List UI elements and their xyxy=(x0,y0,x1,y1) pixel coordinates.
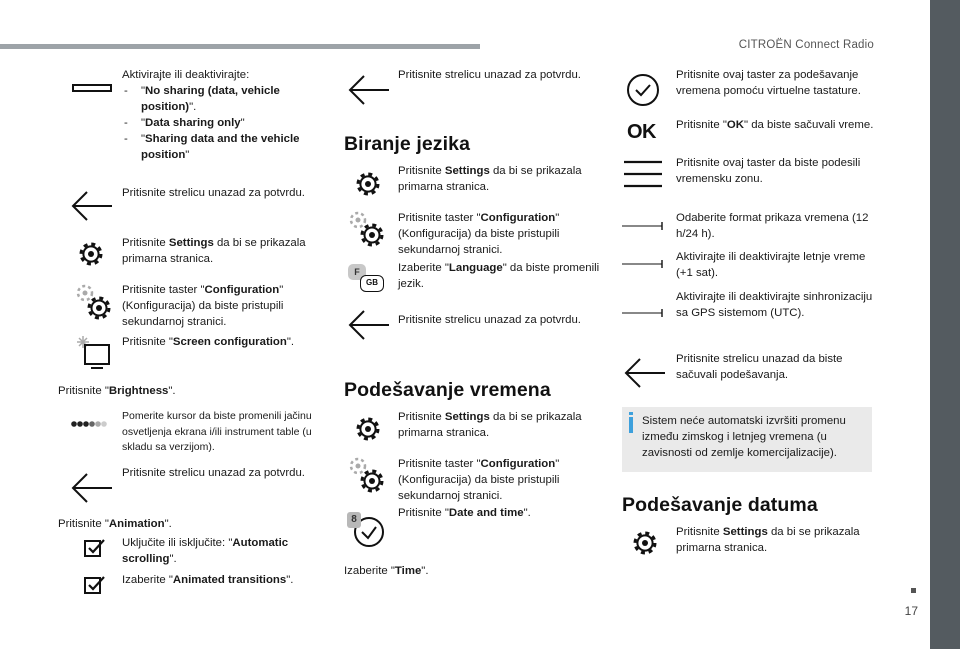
header-rule xyxy=(0,44,480,49)
animation-instruction: Pritisnite "Animation". xyxy=(58,518,172,530)
back-arrow-icon xyxy=(347,310,391,340)
sharing-options xyxy=(122,83,322,163)
slider-instruction: Pomerite kursor da biste promenili jačinu osvetljenja ekrana i/ili instrument table (u skladu sa verzijom). xyxy=(122,410,312,453)
time-format-instruction: Odaberite format prikaza vremena (12 h/24 h). xyxy=(676,212,869,240)
date-time-instruction: Pritisnite "Date and time". xyxy=(398,507,531,519)
settings-instruction: Pritisnite Settings da bi se prikazala primarna stranica. xyxy=(398,165,582,193)
back-arrow-icon xyxy=(623,358,667,388)
ok-icon: OK xyxy=(627,121,656,143)
configuration-gears-icon xyxy=(347,210,387,250)
configuration-gears-icon xyxy=(74,283,114,323)
language-icon xyxy=(348,264,388,296)
automatic-scrolling-instruction: Uključite ili isključite: "Automatic scrolling". xyxy=(122,537,289,565)
toggle-switch-icon xyxy=(622,221,664,231)
sharing-option: - "No sharing (data, vehicle position)". xyxy=(122,83,322,115)
language-tag-gb: GB xyxy=(360,275,384,292)
info-note-text: Sistem neće automatski izvršiti promenu između zimskog i letnjeg vremena (u zavisnosti od zemlje komercijalizacije). xyxy=(642,415,846,459)
sharing-block xyxy=(122,67,322,163)
back-arrow-icon xyxy=(70,191,114,221)
configuration-instruction: Pritisnite taster "Configuration" (Konfiguracija) da biste pristupili sekundarnoj stranici. xyxy=(122,284,284,328)
checkbox-checked-icon xyxy=(84,538,106,558)
menu-list-icon xyxy=(623,159,663,189)
toggle-switch-icon xyxy=(622,308,664,318)
language-heading: Biranje jezika xyxy=(344,133,471,155)
toggle-switch-icon xyxy=(622,259,664,269)
running-header: CITROËN Connect Radio xyxy=(738,39,874,51)
settings-instruction: Pritisnite Settings da bi se prikazala primarna stranica. xyxy=(122,237,306,265)
sharing-intro: Aktivirajte ili deaktivirajte: xyxy=(122,69,250,81)
language-instruction: Izaberite "Language" da biste promenili jezik. xyxy=(398,262,600,290)
save-back-instruction: Pritisnite strelicu unazad da biste sačuvali podešavanja. xyxy=(676,353,843,381)
gear-icon xyxy=(631,529,659,557)
configuration-instruction: Pritisnite taster "Configuration" (Konfiguracija) da biste pristupili sekundarnoj stranici. xyxy=(398,458,560,502)
brightness-slider-icon xyxy=(70,419,110,429)
back-instruction: Pritisnite strelicu unazad za potvrdu. xyxy=(122,187,305,199)
back-instruction: Pritisnite strelicu unazad za potvrdu. xyxy=(122,467,305,479)
time-select-instruction: Izaberite "Time". xyxy=(344,565,429,577)
page-end-marker xyxy=(911,588,916,593)
date-time-icon xyxy=(347,510,387,550)
gps-sync-instruction: Aktivirajte ili deaktivirajte sinhronizaciju sa GPS sistemom (UTC). xyxy=(676,291,873,319)
screen-configuration-instruction: Pritisnite "Screen configuration". xyxy=(122,336,295,348)
check-circle-icon xyxy=(626,73,660,107)
toggle-bar-icon xyxy=(72,84,112,94)
checkbox-checked-icon xyxy=(84,575,106,595)
date-time-badge: 8 xyxy=(347,512,361,528)
info-icon-dot xyxy=(629,412,633,415)
configuration-instruction: Pritisnite taster "Configuration" (Konfiguracija) da biste pristupili sekundarnoj stranici. xyxy=(398,212,560,256)
back-instruction: Pritisnite strelicu unazad za potvrdu. xyxy=(398,69,581,81)
language-tag-f: F xyxy=(348,264,366,280)
gear-icon xyxy=(77,240,105,268)
back-arrow-icon xyxy=(347,75,391,105)
configuration-gears-icon xyxy=(347,456,387,496)
sharing-option: - "Sharing data and the vehicle position" xyxy=(122,131,322,163)
animated-transitions-instruction: Izaberite "Animated transitions". xyxy=(122,574,294,586)
screen-brightness-icon xyxy=(74,335,112,371)
time-zone-instruction: Pritisnite ovaj taster da biste podesili vremensku zonu. xyxy=(676,157,861,185)
settings-instruction: Pritisnite Settings da bi se prikazala primarna stranica. xyxy=(398,411,582,439)
time-heading: Podešavanje vremena xyxy=(344,379,551,401)
settings-instruction: Pritisnite Settings da bi se prikazala primarna stranica. xyxy=(676,526,860,554)
virtual-keyboard-instruction: Pritisnite ovaj taster za podešavanje vremena pomoću virtuelne tastature. xyxy=(676,69,861,97)
info-icon xyxy=(629,417,633,433)
gear-icon xyxy=(354,415,382,443)
brightness-instruction: Pritisnite "Brightness". xyxy=(58,385,176,397)
ok-instruction: Pritisnite "OK" da biste sačuvali vreme. xyxy=(676,119,874,131)
sharing-option: - "Data sharing only" xyxy=(122,115,322,131)
back-instruction: Pritisnite strelicu unazad za potvrdu. xyxy=(398,314,581,326)
back-arrow-icon xyxy=(70,473,114,503)
summer-time-instruction: Aktivirajte ili deaktivirajte letnje vreme (+1 sat). xyxy=(676,251,866,279)
page-number: 17 xyxy=(904,604,918,618)
gear-icon xyxy=(354,170,382,198)
date-heading: Podešavanje datuma xyxy=(622,494,818,516)
page-side-tab xyxy=(930,0,960,649)
